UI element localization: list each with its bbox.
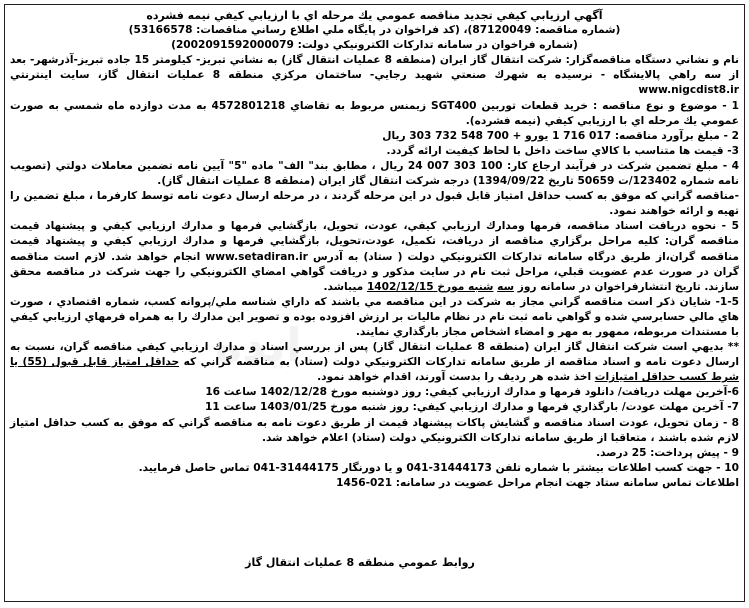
- evaluation-text: ** بديهي است شركت انتقال گاز ايران (منطقه 8 عمليات انتقال گاز) پس از بررسي اسناد و مدارك ارزيابي كيفي مناقصه گران، نسبت به ارسال دعوت نامه و اسناد مناقصه از طريق سامانه تداركات الكترونيكي دولت (ستاد) به مناقصه گراني كه: [10, 341, 739, 369]
- item-8-opening: 8 - زمان تحويل، عودت اسناد مناقصه و گشايش پاكات پيشنهاد قيمت از طريق دعوت نامه به مناقصه گراني كه موفق به كسب حداقل امتياز لازم شده باشند ، متعاقبا از طريق سامانه تداركات الكترونيكي دولت (ستاد) اعلام خواهد شد.: [10, 416, 739, 444]
- evaluation-note: [10, 340, 739, 385]
- watermark: ايده: [215, 318, 302, 372]
- tender-numbers: (شماره مناقصه: 87120049)، (كد فراخوان در پايگاه ملي اطلاع رساني مناقصات: 53166578): [128, 24, 621, 37]
- item-5-procedure: [10, 219, 739, 294]
- item-5-end: ميباشد.: [323, 280, 364, 293]
- item-5-text: 5 - نحوه دريافت اسناد مناقصه، فرمها ومدارك ارزيابي كيفي، عودت، تحويل، بازگشايي فرمها و مدارك ارزيابي كيفي و پيشنهاد قيمت مناقصه گران: كليه مراحل برگزاري مناقصه از دريافت، تكميل، عودت،تحويل، بازگشايي فرمها و مدارك ارزيابي كيفي و پيشنهاد قيمت مناقصه گران،از طريق درگاه سامانه تداركات الكترونيكي دولت ( ستاد) به آدرس www.setadiran.ir انجام خواهد شد. لازم است مناقصه گران در صورت عدم عضويت قبلي، مراحل ثبت نام در سايت مذكور و دريافت گواهي امضاي الكترونيكي را جهت شركت در مناقصه محقق سازند. تاريخ انتشارفراخوان در سامانه روز: [10, 220, 739, 293]
- item-6-deadline: 6-آخرين مهلت دريافت/ دانلود فرمها و مدارك ارزيابي كيفي: روز دوشنبه مورخ 1402/12/28 ساعت 16: [205, 386, 739, 399]
- item-3-price-note: 3- قيمت ها متناسب با كالاي ساخت داخل با لحاظ كيفيت ارائه گردد.: [386, 144, 739, 157]
- setad-contact: اطلاعات تماس سامانه ستاد جهت انجام مراحل عضويت در سامانه: 021-1456: [336, 476, 739, 489]
- item-10-contact: 10 - جهت كسب اطلاعات بيشتر با شماره تلفن 31444173-041 و يا دورنگار 31444175-041 تماس حاصل فرماييد.: [138, 461, 739, 474]
- item-1-subject: 1 - موضوع و نوع مناقصه : خريد قطعات توربين SGT400 زيمنس مربوط به تقاضاي 4572801218 به مدت دوازده ماه شمسي به صورت عمومي يك مرحله اي با ارزيابي كيفي (نيمه فشرده).: [10, 99, 739, 127]
- minimum-score: حداقل امتياز قابل قبول (55) يا شرط كسب حداقل امتيازات: [10, 356, 739, 384]
- item-4-guarantee: 4 - مبلغ تضمين شركت در فرآيند ارجاع كار: 100 303 007 24 ريال ، مطابق بند" الف" ماده "5" آيين نامه تضمين معاملات دولتي (تصويب نامه شماره 123402/ت 50659 تاريخ 1394/09/22) درجه شركت انتقال گاز ايران (منطقه 8 عمليات انتقال گاز).: [10, 159, 739, 188]
- item-2-estimate: 2 - مبلغ برآورد مناقصه: 017 716 1 يورو + 700 548 732 303 ريال: [382, 129, 739, 142]
- item-5-date: شنبه مورخ 1402/12/15: [366, 280, 494, 293]
- guarantee-note: -مناقصه گراني كه موفق به كسب حداقل امتياز قابل قبول در اين مرحله گردند ، در مرحله ارسال دعوت نامه توسط كارفرما ، مبلغ تضمين را تهيه و ارائه خواهند نمود.: [10, 190, 739, 218]
- evaluation-end: اخذ شده هر رديف را بدست آورند، اقدام خواهد نمود.: [317, 371, 592, 384]
- notice-title: آگهي ارزيابي كيفي تجديد مناقصه عمومي يك مرحله اي با ارزيابي كيفي نيمه فشرده: [146, 9, 603, 22]
- organizer-address: نام و نشاني دستگاه مناقصه‌گزار: شركت انتقال گاز ايران (منطقه 8 عمليات انتقال گاز) به نشاني تبريز- كيلومتر 15 جاده تبريز-آذرشهر- بعد از سه راهي پالايشگاه - نرسيده به شهرك صنعتي شهيد رجايي- ساختمان مركزي منطقه 8 عمليات انتقال گاز، سايت اينترنتي www.nigcdist8.ir: [10, 54, 739, 97]
- signature: روابط عمومي منطقه 8 عمليات انتقال گاز: [245, 556, 475, 569]
- item-9-prepayment: 9 - پيش پرداخت: 25 درصد.: [596, 446, 739, 459]
- item-5-1-documents: 1-5- شايان ذكر است مناقصه گراني مجاز به شركت در اين مناقصه مي باشند كه داراي شناسه ملي/پروانه كسب، شماره اقتصادي ، صورت هاي مالي حسابرسي شده و گواهي نامه ثبت نام در نظام ماليات بر ارزش افزوده بوده و تصوير اين مدارك را به همراه فرمهاي ارزيابي كيفي با مستندات مربوطه، ممهور به مهر و امضاء اشخاص مجاز بارگذاري نمايند.: [9, 295, 739, 338]
- notice-body: [10, 8, 739, 491]
- setad-number: (شماره فراخوان در سامانه تداركات الكترونيكي دولت: 2002091592000079): [171, 39, 578, 52]
- item-7-deadline: 7- آخرين مهلت عودت/ بارگذاري فرمها و مدارك ارزيابي كيفي: روز شنبه مورخ 1403/01/25 ساعت 11: [205, 401, 739, 414]
- item-5-day: سه: [497, 280, 515, 293]
